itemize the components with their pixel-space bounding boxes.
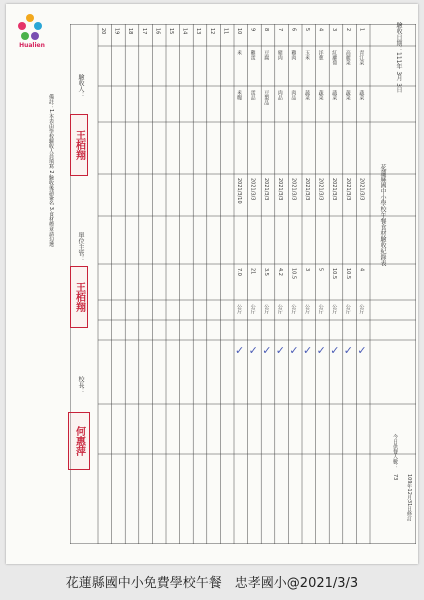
check-mark-icon: ✓ [303, 344, 313, 357]
food-name: 雞蛋 [249, 50, 256, 60]
unit: 公斤 [331, 304, 338, 314]
document-page [6, 4, 418, 564]
quantity: 7.0 [236, 268, 242, 276]
check-mark-icon: ✓ [289, 344, 299, 357]
unit-head-stamp: 王栢翔 [70, 266, 88, 328]
unit: 公斤 [304, 304, 310, 314]
inspector-label: 驗收人： [77, 74, 84, 98]
row-number: 16 [154, 28, 161, 35]
unit-head-label: 單位主管： [77, 232, 84, 262]
form-title: 花蓮縣國中小學校午餐食材驗收紀錄表 [379, 164, 386, 266]
row-number: 13 [195, 28, 202, 35]
check-date: 驗收日期：111年 3月 3日 [395, 22, 402, 93]
quantity: 10.5 [331, 268, 338, 280]
food-type: 蔬菜 [331, 90, 338, 100]
row-number: 15 [168, 28, 174, 35]
row-number: 8 [263, 28, 270, 32]
principal-label: 校長： [77, 376, 84, 394]
food-name: 紅蘿蔔 [331, 50, 338, 65]
unit: 公斤 [317, 304, 324, 314]
row-number: 10 [236, 28, 242, 35]
food-type: 蔬菜 [304, 90, 310, 100]
quantity: 3.5 [263, 268, 270, 276]
food-name: 豆腐 [263, 50, 270, 60]
check-mark-icon: ✓ [343, 344, 354, 357]
principal-stamp: 何惠萍 [68, 412, 90, 470]
row-number: 6 [290, 28, 297, 32]
row-number: 1 [358, 28, 365, 32]
food-name: 高麗菜 [344, 50, 351, 65]
food-type: 肉品 [290, 90, 297, 100]
quantity: 4.2 [276, 268, 283, 276]
manufacture-date: 2021/3/3 [331, 178, 338, 201]
row-number: 5 [304, 28, 310, 32]
row-number: 12 [208, 28, 215, 35]
unit: 公斤 [236, 304, 242, 314]
food-type: 肉品 [276, 90, 283, 100]
food-name: 豬肉 [276, 50, 283, 60]
row-number: 11 [222, 28, 229, 35]
food-type: 豆製品 [263, 90, 270, 105]
unit: 公斤 [276, 304, 283, 314]
food-name: 青江菜 [358, 50, 365, 65]
check-mark-icon: ✓ [357, 344, 367, 357]
unit: 公斤 [344, 304, 351, 314]
manufacture-date: 2021/3/3 [304, 178, 310, 201]
check-mark-icon: ✓ [248, 344, 258, 357]
check-mark-icon: ✓ [275, 344, 286, 357]
table-lines [70, 24, 416, 544]
row-number: 14 [181, 28, 188, 35]
food-type: 蔬菜 [344, 90, 351, 100]
manufacture-date: 2021/3/3 [276, 178, 283, 201]
quantity: 10.5 [344, 268, 351, 280]
row-number: 20 [100, 28, 106, 35]
row-number: 4 [317, 28, 324, 32]
check-mark-icon: ✓ [330, 344, 340, 357]
notes-text: 備註：1.本表由學校驗收人員填寫 2.驗收後請簽名 3.食材標章請勾選 [48, 94, 54, 247]
photo-caption: 花蓮縣國中小免費學校午餐 忠孝國小@2021/3/3 [65, 576, 359, 591]
inspector-stamp: 王栢翔 [70, 114, 88, 176]
check-mark-icon: ✓ [316, 344, 326, 357]
quantity: 10.5 [290, 268, 297, 280]
food-name: 洋蔥 [317, 50, 324, 60]
manufacture-date: 2021/3/3 [290, 178, 297, 201]
unit: 公斤 [249, 304, 256, 314]
unit: 公斤 [290, 304, 297, 314]
unit: 公斤 [263, 304, 270, 314]
row-number: 3 [331, 28, 338, 32]
row-number: 19 [113, 28, 120, 35]
manufacture-date: 2021/3/3 [317, 178, 324, 201]
manufacture-date: 2021/3/3 [358, 178, 365, 201]
today-count: 73 [392, 474, 398, 481]
manufacture-date: 2021/3/3 [263, 178, 270, 201]
unit: 公斤 [358, 304, 365, 314]
food-type: 蔬菜 [317, 90, 324, 100]
quantity: 21 [249, 268, 256, 275]
check-mark-icon: ✓ [235, 344, 245, 357]
food-type: 蔬菜 [358, 90, 365, 100]
quantity: 3 [304, 268, 310, 272]
row-number: 17 [140, 28, 147, 35]
inspection-table [70, 24, 416, 544]
row-number: 18 [127, 28, 134, 35]
row-number: 7 [276, 28, 283, 32]
row-number: 2 [344, 28, 351, 32]
row-number: 9 [249, 28, 256, 32]
today-label: 今日供餐人數： [392, 434, 398, 469]
food-name: 玉米 [304, 50, 310, 60]
logo-label: Hualien [19, 42, 45, 49]
food-name: 米 [236, 50, 242, 55]
manufacture-date: 2021/3/10 [236, 178, 242, 204]
food-type: 蛋品 [249, 90, 256, 100]
food-type: 米糧 [236, 90, 242, 100]
quantity: 4 [358, 268, 365, 272]
hualien-logo-icon [15, 12, 45, 46]
quantity: 5 [317, 268, 324, 272]
manufacture-date: 2021/3/3 [344, 178, 351, 201]
revised-date: 109年12月31日修訂 [406, 474, 412, 522]
manufacture-date: 2021/3/3 [249, 178, 256, 201]
check-mark-icon: ✓ [262, 344, 272, 357]
food-name: 雞肉 [290, 50, 297, 60]
